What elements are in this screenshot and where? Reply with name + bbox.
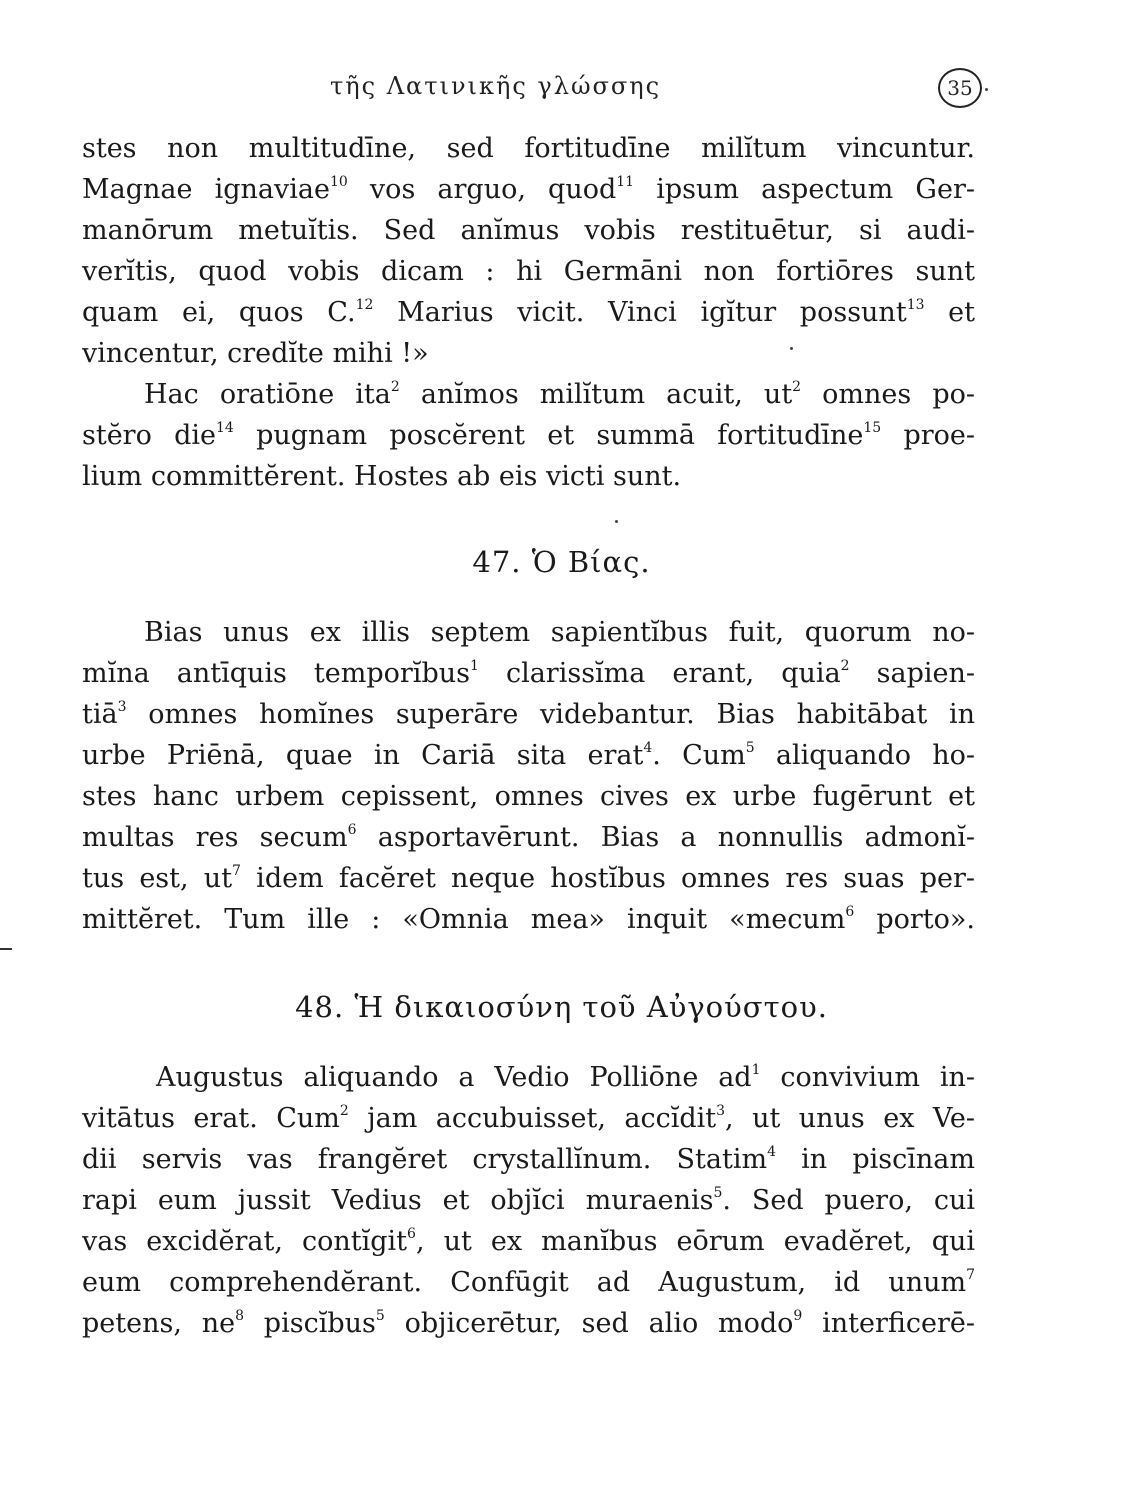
text-line: stĕro die$^{14}$ pugnam poscĕrent et summā fortitudīne$^{15}$ proe-	[82, 420, 975, 451]
paragraph-augustus	[82, 1057, 975, 1344]
edge-mark	[0, 948, 12, 950]
text-line: quam ei, quos C.$^{12}$ Marius vicit. Vinci igĭtur possunt$^{13}$ et	[82, 297, 975, 328]
text-line: stes non multitudīne, sed fortitudīne milĭtum vincuntur.	[82, 133, 975, 164]
text-line: vincentur, credĭte mihi !»	[82, 338, 429, 369]
text-line: mittĕret. Tum ille : «Omnia mea» inquit «mecum$^6$ porto».	[82, 904, 975, 935]
print-speck	[985, 88, 988, 91]
text-line: stes hanc urbem cepissent, omnes cives ex urbe fugērunt et	[82, 781, 975, 812]
page-number: 35	[938, 68, 982, 108]
text-line: petens, $ne^8$ piscĭbus$^5$ objicerētur, sed alio modo$^9$ interficerē-	[82, 1308, 975, 1339]
text-line: tiā$^3$ omnes homĭnes superāre videbantur. Bias habitābat in	[82, 699, 975, 730]
text-line: Bias unus ex illis septem sapientĭbus fuit, quorum no-	[144, 617, 975, 648]
paragraph-hac-oratione	[82, 374, 975, 497]
section-heading-48: 48. Ἡ δικαιοσύνη τοῦ Αὐγούστου.	[295, 990, 828, 1024]
text-line: Augustus aliquando a Vedio Polliōne $ad^1$ convivium in-	[156, 1062, 975, 1093]
text-line: eum comprehendĕrant. Confūgit ad Augustum, id unum$^7$	[82, 1267, 975, 1298]
paragraph-bias	[82, 612, 975, 940]
text-line: verĭtis, quod vobis dicam : hi Germāni non fortiōres sunt	[82, 256, 975, 287]
text-line: manōrum metuĭtis. Sed anĭmus vobis restituētur, si audi-	[82, 215, 975, 246]
text-line: lium committĕrent. Hostes ab eis victi sunt.	[82, 461, 682, 492]
paragraph-continuation	[82, 128, 975, 374]
text-line: vitātus erat. Cum$^2$ jam accubuisset, accĭdit$^3$, ut unus ex Ve-	[82, 1103, 975, 1134]
print-speck	[615, 520, 618, 523]
text-line: urbe Priēnā, quae in Cariā sita erat$^4$. Cum$^5$ aliquando ho-	[82, 740, 976, 771]
print-speck	[790, 347, 793, 350]
running-head	[0, 70, 1123, 102]
text-line: multas res secum$^6$ asportavērunt. Bias a nonnullis admonĭ-	[82, 822, 975, 853]
section-heading-47: 47. Ὁ Βίας.	[472, 545, 651, 579]
text-line: mĭna antīquis temporĭbus$^1$ clarissĭma erant, quia$^2$ sapien-	[82, 658, 975, 689]
text-line: dii servis vas frangĕret crystallĭnum. Statim$^4$ in piscīnam	[82, 1144, 976, 1175]
text-line: Hac oratiōne ita$^2$ anĭmos milĭtum acuit, $ut^2$ omnes po-	[144, 379, 975, 410]
text-line: vas excidĕrat, contĭgit$^6$, ut ex manĭbus eōrum evadĕret, qui	[82, 1226, 975, 1257]
running-title: τῆς Λατινικῆς γλώσσης	[330, 72, 662, 100]
text-line: Magnae ignaviae$^{10}$ vos arguo, quod$^{11}$ ipsum aspectum Ger-	[82, 174, 975, 205]
text-line: tus est, $ut^7$ idem facĕret neque hostĭbus omnes res suas per-	[82, 863, 975, 894]
text-line: rapi eum jussit Vedius et objĭci muraenis$^5$. Sed puero, cui	[82, 1185, 975, 1216]
